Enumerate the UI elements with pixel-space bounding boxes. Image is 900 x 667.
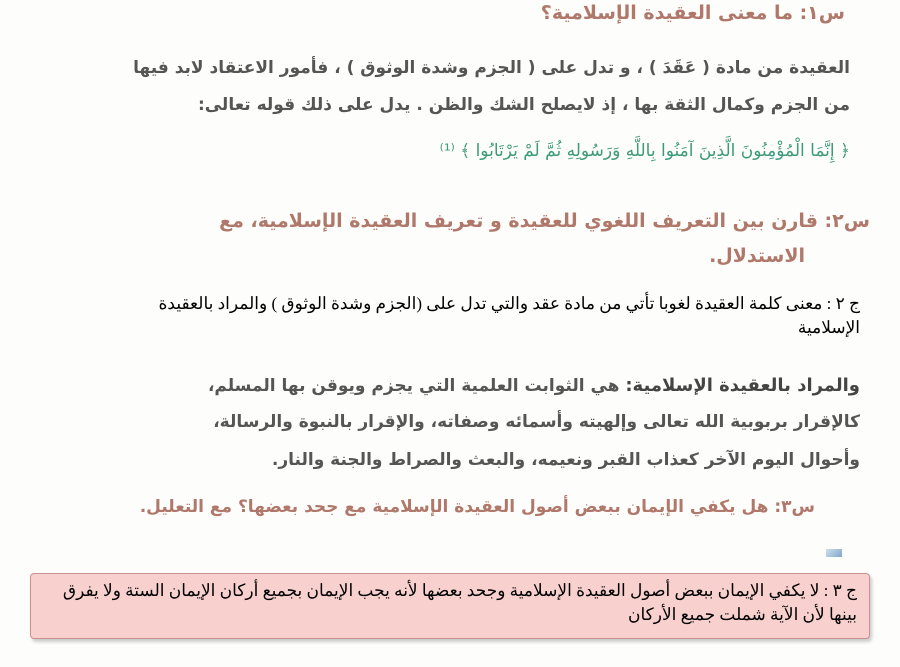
definition-lead: والمراد بالعقيدة الإسلامية: [625,375,860,396]
answer-3-box [30,573,870,639]
answer-2: ج ٢ : معنى كلمة العقيدة لغوبا تأتي من مادة عقد والتي تدل على (الجزم وشدة الوثوق ) والمراد بالعقيدة الإسلامية [158,294,860,337]
question-1-title: س١: ما معنى العقيدة الإسلامية؟ [540,2,845,24]
page-corner-mark [826,549,842,557]
q1-text-line-1: العقيدة من مادة ( عَقَدَ ) ، و تدل على ( الجزم وشدة الوثوق ) ، فأمور الاعتقاد لابد فيها [133,58,850,78]
question-3-title: س٣: هل يكفي الإيمان ببعض أصول العقيدة الإسلامية مع جحد بعضها؟ مع التعليل. [139,497,815,517]
definition-line-2: كالإقرار بربوبية الله تعالى وإلهيته وأسمائه وصفاته، والإقرار بالنبوة والرسالة، [213,412,860,432]
definition-line-1 [208,375,860,396]
question-2-title-line-1: س٢: قارن بين التعريف اللغوي للعقيدة و تعريف العقيدة الإسلامية، مع [219,210,870,232]
definition-line-3: وأحوال اليوم الآخر كعذاب القبر ونعيمه، والبعث والصراط والجنة والنار. [271,450,860,470]
answer-3: ج ٣ : لا يكفي الإيمان ببعض أصول العقيدة الإسلامية وجحد بعضها لأنه يجب الإيمان بجميع أركان الإيمان الستة ولا يفرق بينها لأن الآية شملت جميع الأركان [62,581,857,624]
definition-line-1-text: هي الثوابت العلمية التي يجزم ويوقن بها المسلم، [207,376,626,396]
quran-verse: ﴿ إِنَّمَا الْمُؤْمِنُونَ الَّذِينَ آمَنُوا بِاللَّهِ وَرَسُولِهِ ثُمَّ لَمْ يَرْتَابُوا ﴾ ⁽¹⁾ [439,141,850,161]
question-2-title-line-2: الاستدلال. [709,245,805,267]
q1-text-line-2: من الجزم وكمال الثقة بها ، إذ لايصلح الشك والظن . يدل على ذلك قوله تعالى: [197,95,850,115]
